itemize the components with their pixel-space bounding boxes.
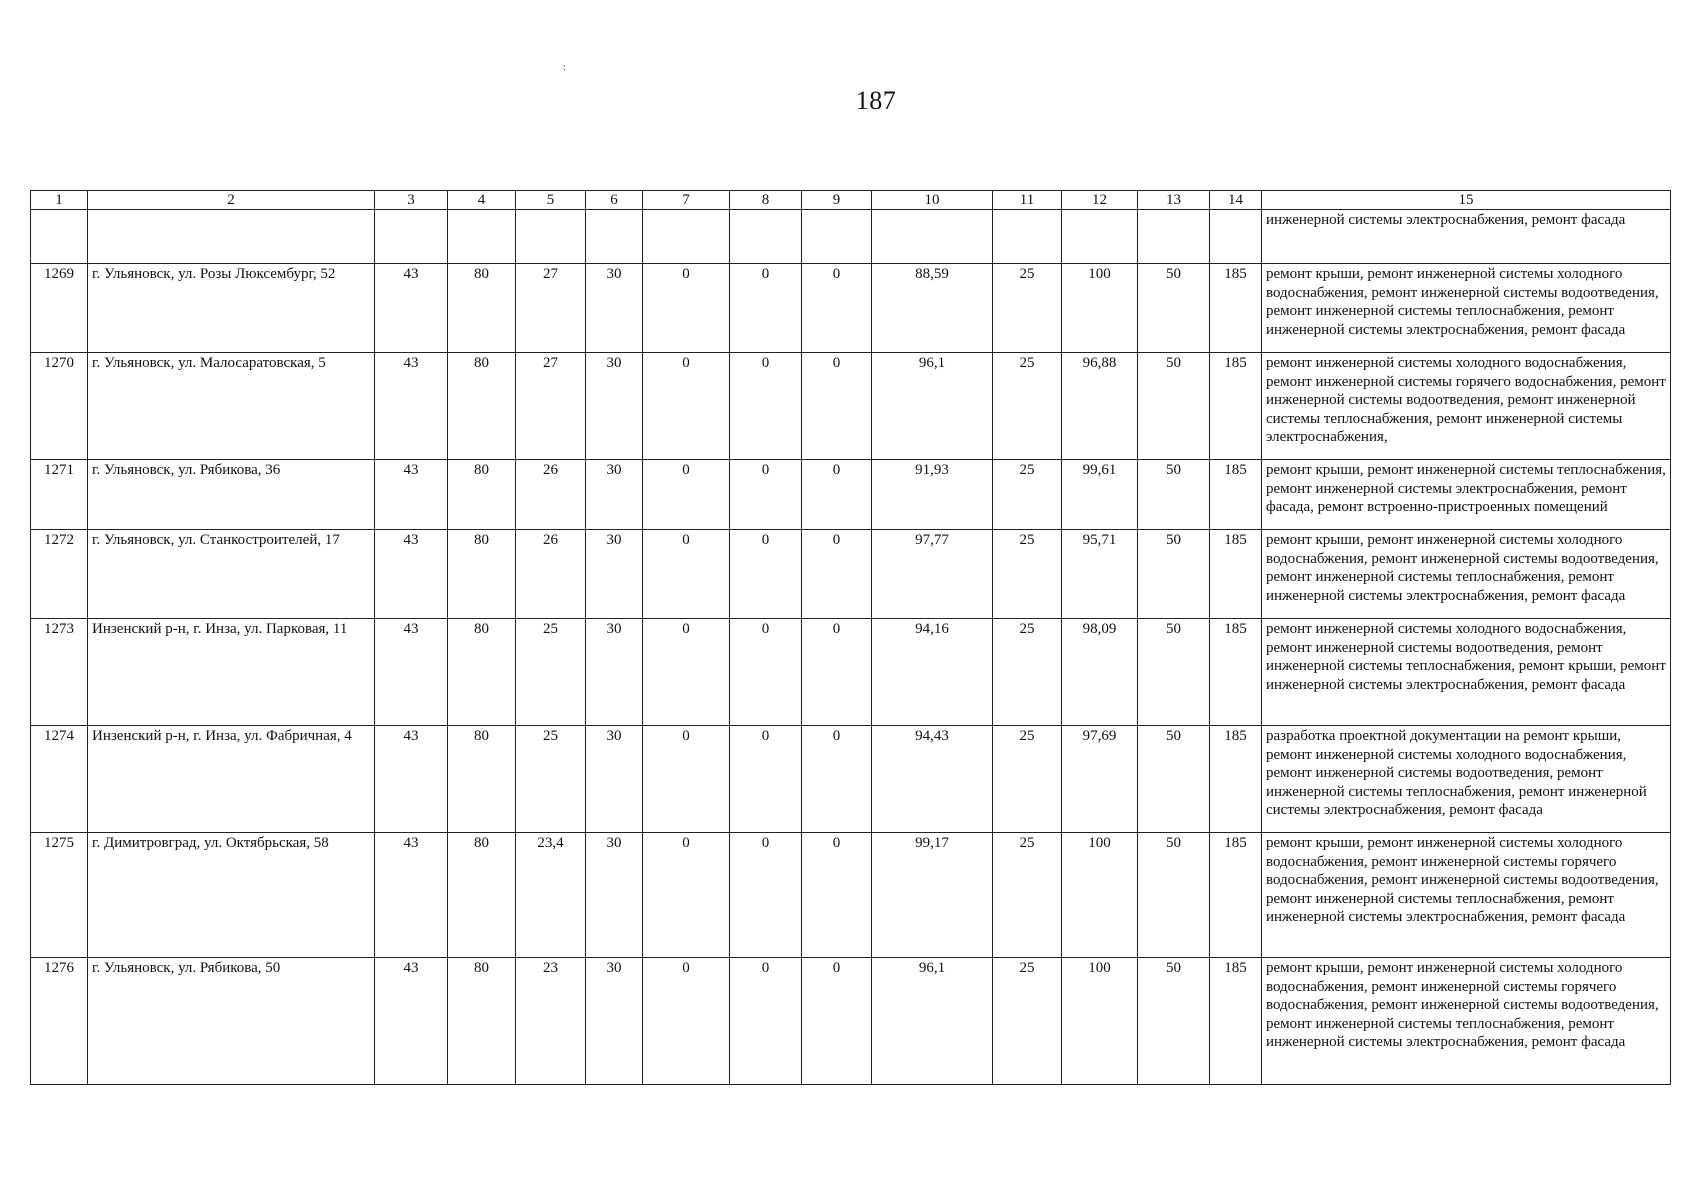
- row-number: 1272: [31, 530, 88, 619]
- page-number: 187: [855, 86, 897, 115]
- value-cell-3: 43: [375, 833, 448, 958]
- value-cell-14: 185: [1210, 726, 1262, 833]
- table-row: [31, 460, 1671, 530]
- value-cell-12: 100: [1062, 958, 1138, 1085]
- table-body: [31, 191, 1671, 1085]
- value-cell-9: 0: [802, 726, 872, 833]
- value-cell-13: 50: [1138, 460, 1210, 530]
- value-cell-10: 99,17: [872, 833, 993, 958]
- works-cell: ремонт инженерной системы холодного водоснабжения, ремонт инженерной системы горячего водоснабжения, ремонт инженерной системы водоотведения, ремонт инженерной системы теплоснабжения, ремонт инженерной системы электроснабжения,: [1262, 353, 1671, 460]
- value-cell-5: 25: [516, 619, 586, 726]
- address-cell: г. Ульяновск, ул. Станкостроителей, 17: [88, 530, 375, 619]
- value-cell-9: 0: [802, 353, 872, 460]
- address-cell: г. Димитровград, ул. Октябрьская, 58: [88, 833, 375, 958]
- value-cell-4: 80: [448, 619, 516, 726]
- header-cell: 3: [375, 191, 448, 210]
- value-cell-5: 23: [516, 958, 586, 1085]
- empty-cell: [643, 210, 730, 264]
- table-row: [31, 530, 1671, 619]
- works-cell: ремонт крыши, ремонт инженерной системы теплоснабжения, ремонт инженерной системы электроснабжения, ремонт фасада, ремонт встроенно-пристроенных помещений: [1262, 460, 1671, 530]
- data-table: [30, 190, 1671, 1085]
- value-cell-8: 0: [730, 460, 802, 530]
- value-cell-8: 0: [730, 353, 802, 460]
- table-row: [31, 353, 1671, 460]
- works-continuation: инженерной системы электроснабжения, ремонт фасада: [1262, 210, 1671, 264]
- empty-cell: [375, 210, 448, 264]
- value-cell-11: 25: [993, 619, 1062, 726]
- row-number: 1273: [31, 619, 88, 726]
- value-cell-11: 25: [993, 460, 1062, 530]
- value-cell-6: 30: [586, 958, 643, 1085]
- value-cell-12: 97,69: [1062, 726, 1138, 833]
- value-cell-6: 30: [586, 460, 643, 530]
- address-cell: г. Ульяновск, ул. Рябикова, 36: [88, 460, 375, 530]
- value-cell-6: 30: [586, 353, 643, 460]
- table-row: [31, 958, 1671, 1085]
- value-cell-14: 185: [1210, 264, 1262, 353]
- value-cell-5: 27: [516, 264, 586, 353]
- header-cell: 13: [1138, 191, 1210, 210]
- value-cell-13: 50: [1138, 726, 1210, 833]
- value-cell-13: 50: [1138, 530, 1210, 619]
- value-cell-4: 80: [448, 833, 516, 958]
- works-cell: ремонт крыши, ремонт инженерной системы холодного водоснабжения, ремонт инженерной системы водоотведения, ремонт инженерной системы теплоснабжения, ремонт инженерной системы электроснабжения, ремонт фасада: [1262, 264, 1671, 353]
- works-cell: ремонт крыши, ремонт инженерной системы холодного водоснабжения, ремонт инженерной системы горячего водоснабжения, ремонт инженерной системы водоотведения, ремонт инженерной системы теплоснабжения, ремонт инженерной системы электроснабжения, ремонт фасада: [1262, 958, 1671, 1085]
- header-cell: 12: [1062, 191, 1138, 210]
- value-cell-8: 0: [730, 833, 802, 958]
- header-cell: 7: [643, 191, 730, 210]
- row-number: 1270: [31, 353, 88, 460]
- empty-cell: [1210, 210, 1262, 264]
- value-cell-7: 0: [643, 264, 730, 353]
- value-cell-4: 80: [448, 460, 516, 530]
- value-cell-13: 50: [1138, 619, 1210, 726]
- empty-cell: [730, 210, 802, 264]
- value-cell-4: 80: [448, 958, 516, 1085]
- value-cell-11: 25: [993, 530, 1062, 619]
- value-cell-9: 0: [802, 619, 872, 726]
- row-number: 1276: [31, 958, 88, 1085]
- value-cell-12: 100: [1062, 833, 1138, 958]
- value-cell-3: 43: [375, 619, 448, 726]
- value-cell-5: 27: [516, 353, 586, 460]
- header-cell: 8: [730, 191, 802, 210]
- value-cell-14: 185: [1210, 958, 1262, 1085]
- value-cell-14: 185: [1210, 353, 1262, 460]
- empty-cell: [516, 210, 586, 264]
- row-number: 1271: [31, 460, 88, 530]
- header-cell: 15: [1262, 191, 1671, 210]
- value-cell-10: 88,59: [872, 264, 993, 353]
- value-cell-4: 80: [448, 264, 516, 353]
- value-cell-10: 96,1: [872, 353, 993, 460]
- header-cell: 5: [516, 191, 586, 210]
- empty-cell: [872, 210, 993, 264]
- table-row: [31, 833, 1671, 958]
- value-cell-10: 94,43: [872, 726, 993, 833]
- header-cell: 4: [448, 191, 516, 210]
- header-row: [31, 191, 1671, 210]
- value-cell-12: 98,09: [1062, 619, 1138, 726]
- value-cell-10: 94,16: [872, 619, 993, 726]
- value-cell-3: 43: [375, 958, 448, 1085]
- value-cell-11: 25: [993, 353, 1062, 460]
- address-cell: г. Ульяновск, ул. Рябикова, 50: [88, 958, 375, 1085]
- value-cell-8: 0: [730, 530, 802, 619]
- value-cell-11: 25: [993, 833, 1062, 958]
- value-cell-12: 95,71: [1062, 530, 1138, 619]
- value-cell-8: 0: [730, 264, 802, 353]
- value-cell-10: 96,1: [872, 958, 993, 1085]
- value-cell-3: 43: [375, 726, 448, 833]
- value-cell-7: 0: [643, 619, 730, 726]
- value-cell-13: 50: [1138, 264, 1210, 353]
- value-cell-3: 43: [375, 460, 448, 530]
- table-row: [31, 619, 1671, 726]
- value-cell-7: 0: [643, 726, 730, 833]
- empty-cell: [88, 210, 375, 264]
- address-cell: г. Ульяновск, ул. Розы Люксембург, 52: [88, 264, 375, 353]
- value-cell-9: 0: [802, 264, 872, 353]
- table-row: [31, 726, 1671, 833]
- empty-cell: [31, 210, 88, 264]
- value-cell-10: 97,77: [872, 530, 993, 619]
- value-cell-14: 185: [1210, 833, 1262, 958]
- header-cell: 6: [586, 191, 643, 210]
- header-cell: 2: [88, 191, 375, 210]
- value-cell-8: 0: [730, 958, 802, 1085]
- works-cell: разработка проектной документации на ремонт крыши, ремонт инженерной системы холодного водоснабжения, ремонт инженерной системы водоотведения, ремонт инженерной системы теплоснабжения, ремонт инженерной системы электроснабжения, ремонт фасада: [1262, 726, 1671, 833]
- empty-cell: [1138, 210, 1210, 264]
- empty-cell: [586, 210, 643, 264]
- header-cell: 10: [872, 191, 993, 210]
- value-cell-5: 23,4: [516, 833, 586, 958]
- value-cell-13: 50: [1138, 958, 1210, 1085]
- value-cell-9: 0: [802, 530, 872, 619]
- value-cell-13: 50: [1138, 833, 1210, 958]
- address-cell: г. Ульяновск, ул. Малосаратовская, 5: [88, 353, 375, 460]
- works-cell: ремонт крыши, ремонт инженерной системы холодного водоснабжения, ремонт инженерной системы водоотведения, ремонт инженерной системы теплоснабжения, ремонт инженерной системы электроснабжения, ремонт фасада: [1262, 530, 1671, 619]
- table-row: [31, 264, 1671, 353]
- row-number: 1275: [31, 833, 88, 958]
- address-cell: Инзенский р-н, г. Инза, ул. Фабричная, 4: [88, 726, 375, 833]
- address-cell: Инзенский р-н, г. Инза, ул. Парковая, 11: [88, 619, 375, 726]
- value-cell-3: 43: [375, 353, 448, 460]
- value-cell-3: 43: [375, 530, 448, 619]
- row-number: 1269: [31, 264, 88, 353]
- stray-mark: :: [563, 62, 566, 73]
- value-cell-6: 30: [586, 726, 643, 833]
- value-cell-12: 99,61: [1062, 460, 1138, 530]
- value-cell-5: 26: [516, 530, 586, 619]
- empty-cell: [802, 210, 872, 264]
- header-cell: 14: [1210, 191, 1262, 210]
- value-cell-13: 50: [1138, 353, 1210, 460]
- value-cell-4: 80: [448, 353, 516, 460]
- value-cell-3: 43: [375, 264, 448, 353]
- works-cell: ремонт инженерной системы холодного водоснабжения, ремонт инженерной системы водоотведения, ремонт инженерной системы теплоснабжения, ремонт крыши, ремонт инженерной системы электроснабжения, ремонт фасада: [1262, 619, 1671, 726]
- value-cell-11: 25: [993, 726, 1062, 833]
- value-cell-11: 25: [993, 264, 1062, 353]
- value-cell-7: 0: [643, 833, 730, 958]
- value-cell-6: 30: [586, 264, 643, 353]
- header-cell: 11: [993, 191, 1062, 210]
- header-cell: 1: [31, 191, 88, 210]
- empty-cell: [448, 210, 516, 264]
- empty-cell: [993, 210, 1062, 264]
- continuation-row: [31, 210, 1671, 264]
- row-number: 1274: [31, 726, 88, 833]
- value-cell-8: 0: [730, 726, 802, 833]
- value-cell-5: 26: [516, 460, 586, 530]
- empty-cell: [1062, 210, 1138, 264]
- value-cell-11: 25: [993, 958, 1062, 1085]
- value-cell-12: 100: [1062, 264, 1138, 353]
- value-cell-6: 30: [586, 833, 643, 958]
- value-cell-8: 0: [730, 619, 802, 726]
- value-cell-12: 96,88: [1062, 353, 1138, 460]
- value-cell-7: 0: [643, 958, 730, 1085]
- value-cell-14: 185: [1210, 619, 1262, 726]
- value-cell-9: 0: [802, 958, 872, 1085]
- value-cell-14: 185: [1210, 530, 1262, 619]
- value-cell-4: 80: [448, 726, 516, 833]
- works-cell: ремонт крыши, ремонт инженерной системы холодного водоснабжения, ремонт инженерной системы горячего водоснабжения, ремонт инженерной системы водоотведения, ремонт инженерной системы теплоснабжения, ремонт инженерной системы электроснабжения, ремонт фасада: [1262, 833, 1671, 958]
- value-cell-7: 0: [643, 353, 730, 460]
- value-cell-7: 0: [643, 530, 730, 619]
- value-cell-6: 30: [586, 619, 643, 726]
- header-cell: 9: [802, 191, 872, 210]
- value-cell-6: 30: [586, 530, 643, 619]
- value-cell-5: 25: [516, 726, 586, 833]
- value-cell-7: 0: [643, 460, 730, 530]
- value-cell-9: 0: [802, 833, 872, 958]
- value-cell-4: 80: [448, 530, 516, 619]
- value-cell-9: 0: [802, 460, 872, 530]
- value-cell-14: 185: [1210, 460, 1262, 530]
- value-cell-10: 91,93: [872, 460, 993, 530]
